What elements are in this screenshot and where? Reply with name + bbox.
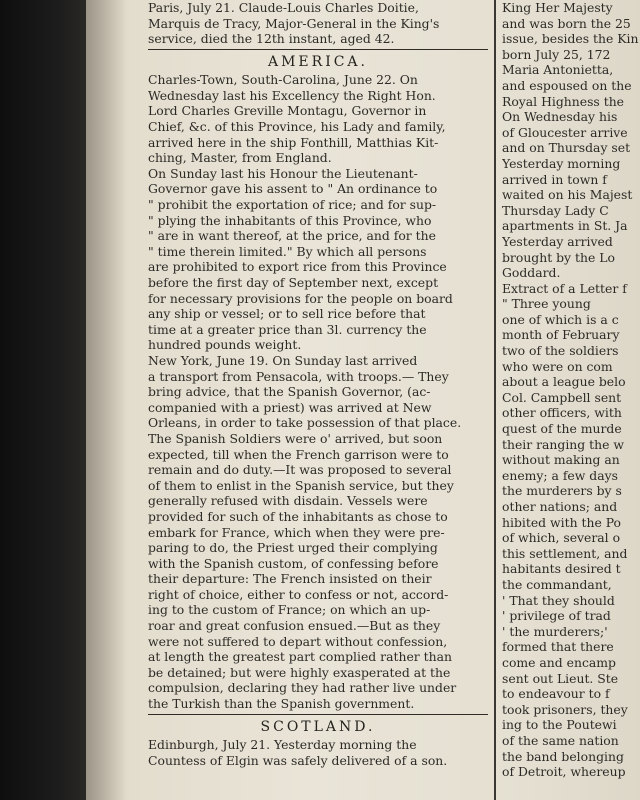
text-line: formed that there [502,639,614,655]
text-line: " Three young [502,296,591,312]
text-line: embark for France, which when they were pre- [148,524,445,540]
text-line: hundred pounds weight. [148,337,302,353]
text-line: provided for such of the inhabitants as chose to [148,508,448,524]
text-line: were not suffered to depart without confession, [148,633,448,649]
text-line: brought by the Lo [502,249,615,265]
text-line: waited on his Majest [502,187,633,203]
text-line: their ranging the w [502,436,624,452]
text-line: arrived in town f [502,171,607,187]
text-line: be detained; but were highly exasperated at the [148,664,451,680]
text-line: for necessary provisions for the people on board [148,290,453,306]
text-line: ing to the custom of France; on which an up- [148,602,431,618]
text-line: their departure: The French insisted on their [148,571,432,587]
text-line: ' privilege of trad [502,608,611,624]
text-line: apartments in St. Ja [502,218,628,234]
text-line: sent out Lieut. Ste [502,670,619,686]
text-line: Extract of a Letter f [502,280,627,296]
scotland-news-section [148,737,488,768]
text-line: ' That they should [502,592,615,608]
text-line: of which, several o [502,530,621,546]
text-line: arrived here in the ship Fonthill, Matthias Kit- [148,134,439,150]
text-line: enemy; a few days [502,467,618,483]
book-binding-shadow [0,0,86,800]
text-line: paring to do, the Priest urged their complying [148,540,438,556]
text-line: Governor gave his assent to " An ordinance to [148,181,438,197]
text-line: habitants desired t [502,561,621,577]
paris-news-item [148,0,488,47]
text-line: to endeavour to f [502,686,610,702]
text-line: Maria Antonietta, [502,62,614,78]
text-line: " are in want thereof, at the price, and for the [148,228,436,244]
america-heading: AMERICA. [267,54,368,71]
section-rule [148,49,488,51]
text-line: On Wednesday his [502,109,618,125]
text-line: of the same nation [502,732,619,748]
text-line: are prohibited to export rice from this Province [148,259,447,275]
text-line: a transport from Pensacola, with troops.— They [148,368,449,384]
text-line: compulsion, declaring they had rather live under [148,680,457,696]
text-line: the band belonging [502,748,624,764]
text-line: quest of the murde [502,421,622,437]
text-line: issue, besides the Kin [502,31,639,47]
text-line: companied with a priest) was arrived at New [148,399,432,415]
text-line: come and encamp [502,654,616,670]
text-line: Paris, July 21. Claude-Louis Charles Doitie, [148,0,419,15]
text-line: Col. Campbell sent [502,389,622,405]
text-line: roar and great confusion ensued.—But as they [148,618,441,634]
text-line: of Detroit, whereup [502,764,626,780]
text-line: took prisoners, they [502,701,628,717]
text-line: born July 25, 172 [502,46,611,62]
text-line: hibited with the Po [502,514,622,530]
text-line: Countess of Elgin was safely delivered of a son. [148,752,448,768]
text-line: at length the greatest part complied rather than [148,649,452,665]
section-rule [148,714,488,716]
left-column [148,0,488,800]
text-line: Royal Highness the [502,93,625,109]
text-line: ' the murderers;' [502,623,608,639]
text-line: ing to the Poutewi [502,717,617,733]
text-line: Edinburgh, July 21. Yesterday morning the [148,737,417,753]
text-line: of them to enlist in the Spanish service, but they [148,477,454,493]
text-line: of Gloucester arrive [502,124,628,140]
scotland-heading: SCOTLAND. [260,719,376,736]
gutter-shadow [86,0,126,800]
text-line: time at a greater price than 3l. currency the [148,321,427,337]
text-line: The Spanish Soldiers were o' arrived, but soon [148,430,443,446]
text-line: Marquis de Tracy, Major-General in the King's [148,15,440,31]
text-line: without making an [502,452,620,468]
text-line: New York, June 19. On Sunday last arrived [148,352,418,368]
text-line: On Sunday last his Honour the Lieutenant- [148,165,418,181]
text-line: the murderers by s [502,483,622,499]
text-line: Orleans, in order to take possession of that place. [148,415,462,431]
text-line: Thursday Lady C [502,202,609,218]
text-line: and on Thursday set [502,140,631,156]
text-line: month of February [502,327,620,343]
text-line: and espoused on the [502,77,632,93]
text-line: two of the soldiers [502,343,619,359]
text-line: the commandant, [502,576,612,592]
text-line: the Turkish than the Spanish government. [148,696,415,712]
text-line: " plying the inhabitants of this Province, who [148,212,432,228]
text-line: King Her Majesty [502,0,613,15]
text-line: Goddard. [502,265,561,281]
text-line: about a league belo [502,374,626,390]
text-line: and was born the 25 [502,15,631,31]
text-line: Yesterday arrived [502,233,613,249]
text-line: this settlement, and [502,545,628,561]
text-line: Charles-Town, South-Carolina, June 22. On [148,72,418,88]
text-line: Chief, &c. of this Province, his Lady and family, [148,119,446,135]
text-line: who were on com [502,358,613,374]
text-line: with the Spanish custom, of confessing before [148,555,439,571]
text-line: remain and do duty.—It was proposed to several [148,462,452,478]
text-line: Yesterday morning [502,155,621,171]
text-line: generally refused with disdain. Vessels were [148,493,428,509]
text-line: Lord Charles Greville Montagu, Governor in [148,103,427,119]
text-line: " time therein limited." By which all persons [148,243,427,259]
right-column [502,0,640,800]
newspaper-page [86,0,640,800]
text-line: Wednesday last his Excellency the Right Hon. [148,87,436,103]
text-line: service, died the 12th instant, aged 42. [148,31,395,47]
text-line: any ship or vessel; or to sell rice before that [148,306,426,322]
text-line: before the first day of September next, except [148,275,439,290]
text-line: " prohibit the exportation of rice; and for sup- [148,197,437,213]
america-news-section [148,72,488,711]
text-line: bring advice, that the Spanish Governor, (ac- [148,384,431,400]
text-line: right of choice, either to confess or not, accord- [148,586,449,602]
text-line: one of which is a c [502,311,619,327]
text-line: other officers, with [502,405,622,421]
column-divider [494,0,496,800]
text-line: other nations; and [502,499,618,514]
text-line: expected, till when the French garrison were to [148,446,449,462]
text-line: ching, Master, from England. [148,150,332,166]
